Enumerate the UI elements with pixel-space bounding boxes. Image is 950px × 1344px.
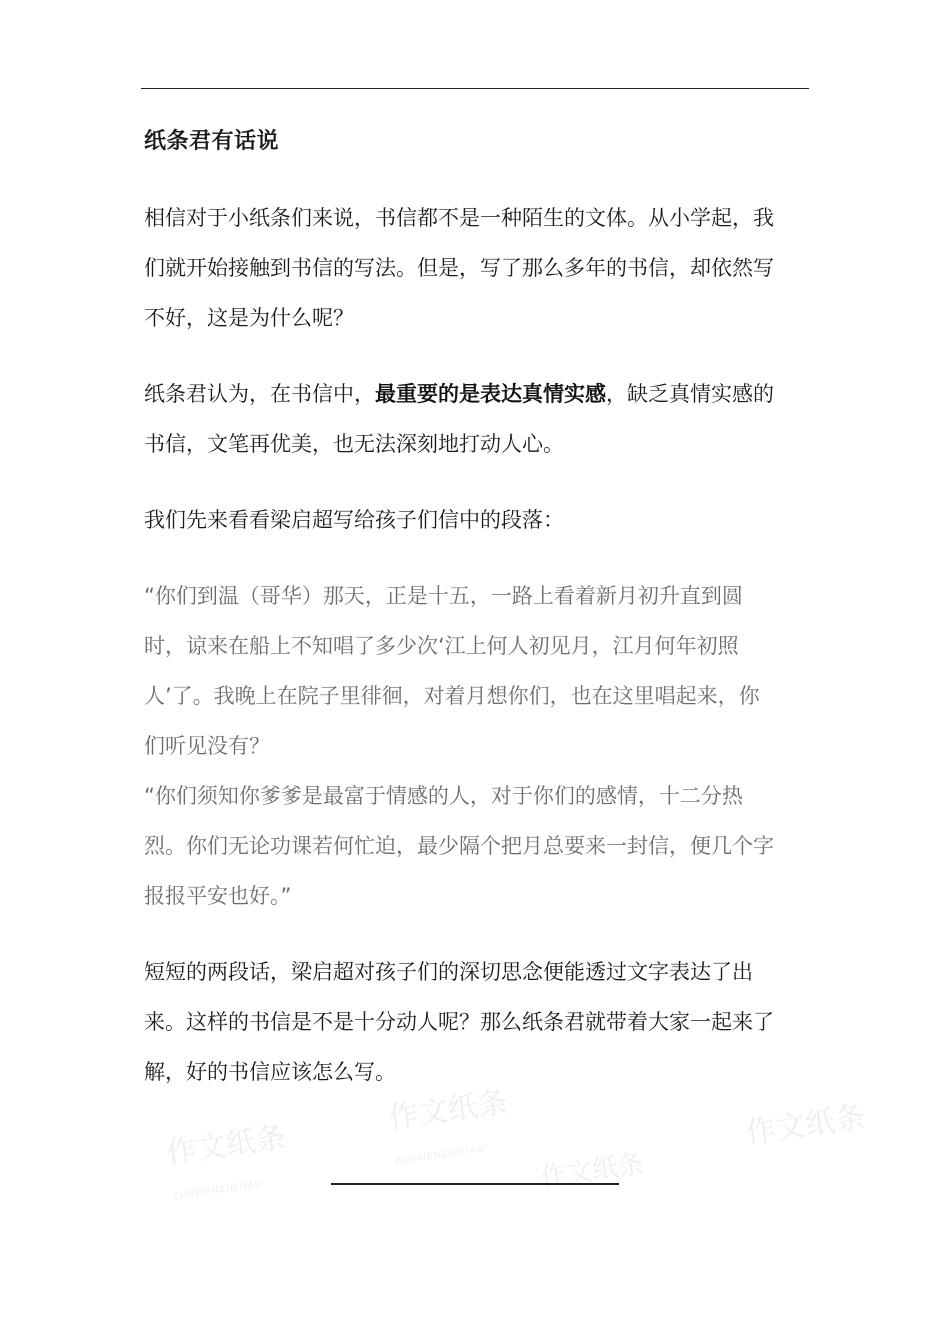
watermark-logo: 作文纸条 (743, 1099, 868, 1152)
quote-line: 报报平安也好。” (144, 884, 292, 908)
paragraph-line: 们就开始接触到书信的写法。但是，写了那么多年的书信，却依然写 (144, 256, 774, 280)
section-title: 纸条君有话说 (144, 129, 280, 154)
paragraph-line: 我们先来看看梁启超写给孩子们信中的段落： (144, 508, 564, 532)
paragraph-line: 书信，文笔再优美，也无法深刻地打动人心。 (144, 432, 564, 456)
watermark-logo: 作文纸条 ZUOWENZHITIAO (386, 1084, 510, 1168)
quote-line: 人’了。我晚上在院子里徘徊，对着月想你们，也在这里唱起来，你 (144, 684, 760, 708)
quote-line: 烈。你们无论功课若何忙迫，最少隔个把月总要来一封信，便几个字 (144, 834, 774, 858)
paragraph-line: 来。这样的书信是不是十分动人呢？那么纸条君就带着大家一起来了 (144, 1010, 774, 1034)
quote-line: 们听见没有？ (144, 734, 270, 758)
quote-line: “你们须知你爹爹是最富于情感的人，对于你们的感情，十二分热 (144, 784, 743, 808)
bottom-divider (331, 1183, 619, 1185)
paragraph-line: 相信对于小纸条们来说，书信都不是一种陌生的文体。从小学起，我 (144, 206, 774, 230)
watermark-logo: 作文纸条 (538, 1148, 646, 1194)
paragraph-text: ，缺乏真情实感的 (606, 382, 774, 406)
watermark-logo: 作文纸条 ZUOWENZHITIAO (164, 1119, 288, 1203)
paragraph-line: 短短的两段话，梁启超对孩子们的深切思念便能透过文字表达了出 (144, 960, 753, 984)
paragraph-text: 纸条君认为，在书信中， (144, 382, 375, 406)
emphasis-text: 最重要的是表达真情实感 (375, 382, 606, 406)
quote-line: “你们到温（哥华）那天，正是十五，一路上看着新月初升直到圆 (144, 584, 743, 608)
paragraph-line (144, 380, 774, 408)
quote-line: 时，谅来在船上不知唱了多少次‘江上何人初见月，江月何年初照 (144, 634, 739, 658)
paragraph-line: 不好，这是为什么呢？ (144, 306, 354, 330)
paragraph-line: 解，好的书信应该怎么写。 (144, 1060, 396, 1084)
top-divider (141, 88, 809, 89)
